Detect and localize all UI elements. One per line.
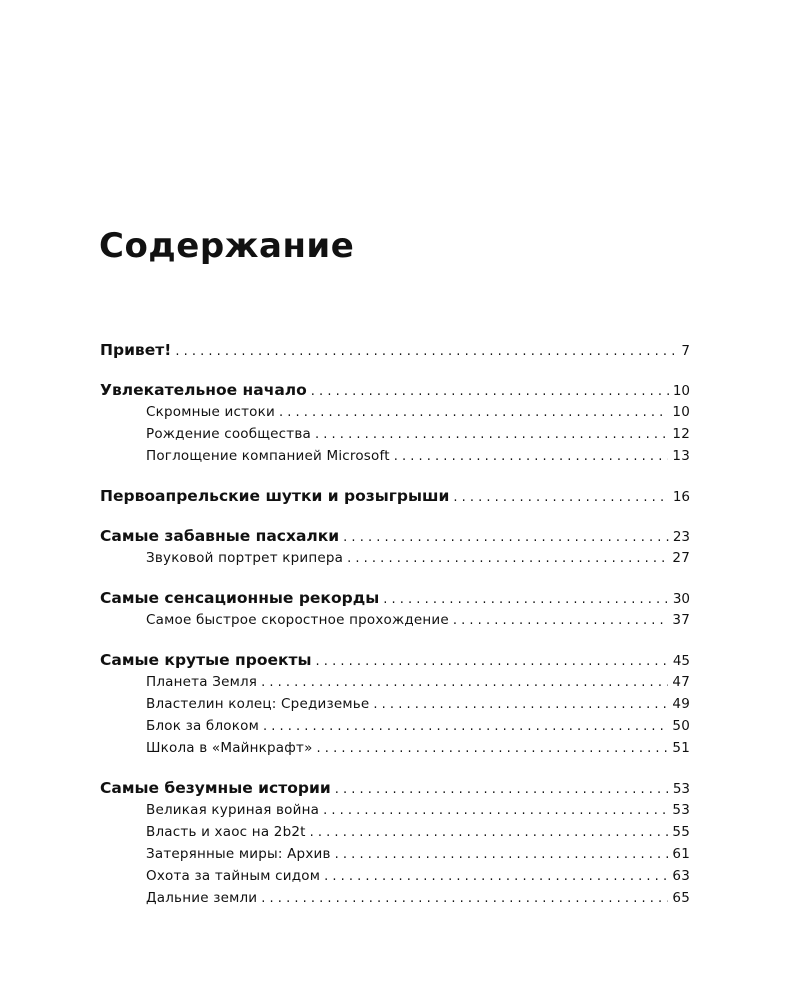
toc-subsection[interactable] — [100, 887, 690, 909]
toc-chapter[interactable] — [100, 777, 690, 799]
dot-leader — [261, 672, 668, 694]
toc-subsection-page-number: 37 — [672, 612, 690, 628]
toc-subsection[interactable] — [100, 693, 690, 715]
toc-chapter[interactable] — [100, 525, 690, 547]
toc-section — [100, 525, 690, 569]
toc-subsection-page-number: 55 — [672, 824, 690, 840]
dot-leader — [453, 610, 669, 632]
dot-leader — [347, 548, 668, 570]
toc-subsection-title: Охота за тайным сидом — [146, 868, 321, 884]
toc-chapter-page-number: 7 — [681, 343, 690, 359]
dot-leader — [324, 866, 668, 888]
dot-leader — [261, 888, 668, 910]
toc-subsection-page-number: 47 — [672, 674, 690, 690]
toc-subsection-title: Блок за блоком — [146, 718, 259, 734]
dot-leader — [317, 738, 669, 760]
toc-chapter-page-number: 45 — [672, 653, 690, 669]
toc-subsection[interactable] — [100, 715, 690, 737]
toc-chapter-title: Самые крутые проекты — [100, 651, 312, 669]
toc-section — [100, 485, 690, 507]
toc-subsection-title: Звуковой портрет крипера — [146, 550, 344, 566]
dot-leader — [453, 487, 668, 509]
toc-subsection[interactable] — [100, 445, 690, 467]
toc-chapter[interactable] — [100, 339, 690, 361]
toc-chapter-page-number: 53 — [672, 781, 690, 797]
toc-subsection-title: Скромные истоки — [146, 404, 275, 420]
page-title: Содержание — [99, 226, 355, 266]
toc-chapter[interactable] — [100, 587, 690, 609]
toc-subsection-title: Самое быстрое скоростное прохождение — [146, 612, 449, 628]
toc-chapter-page-number: 30 — [672, 591, 690, 607]
toc-subsection[interactable] — [100, 609, 690, 631]
dot-leader — [323, 800, 668, 822]
toc-section — [100, 339, 690, 361]
dot-leader — [311, 381, 669, 403]
dot-leader — [263, 716, 668, 738]
toc-subsection[interactable] — [100, 799, 690, 821]
toc-subsection-title: Затерянные миры: Архив — [146, 846, 331, 862]
toc-subsection-page-number: 65 — [672, 890, 690, 906]
toc-subsection[interactable] — [100, 423, 690, 445]
toc-chapter-page-number: 23 — [672, 529, 690, 545]
toc-chapter[interactable] — [100, 485, 690, 507]
dot-leader — [335, 779, 669, 801]
toc-chapter-title: Увлекательное начало — [100, 381, 307, 399]
toc-chapter[interactable] — [100, 379, 690, 401]
toc-subsection[interactable] — [100, 843, 690, 865]
toc-subsection-page-number: 63 — [672, 868, 690, 884]
toc-subsection[interactable] — [100, 547, 690, 569]
toc-subsection-title: Дальние земли — [146, 890, 258, 906]
toc-subsection-title: Власть и хаос на 2b2t — [146, 824, 306, 840]
toc-subsection-title: Поглощение компанией Microsoft — [146, 448, 390, 464]
dot-leader — [316, 651, 669, 673]
dot-leader — [310, 822, 669, 844]
dot-leader — [383, 589, 669, 611]
toc-subsection[interactable] — [100, 737, 690, 759]
toc-subsection-title: Рождение сообщества — [146, 426, 312, 442]
toc-section — [100, 777, 690, 909]
toc-chapter[interactable] — [100, 649, 690, 671]
toc-subsection[interactable] — [100, 401, 690, 423]
toc-chapter-title: Самые забавные пасхалки — [100, 527, 340, 545]
toc-subsection[interactable] — [100, 821, 690, 843]
dot-leader — [315, 424, 668, 446]
dot-leader — [394, 446, 669, 468]
toc-chapter-title: Самые безумные истории — [100, 779, 331, 797]
toc-subsection-page-number: 61 — [672, 846, 690, 862]
toc-chapter-title: Самые сенсационные рекорды — [100, 589, 380, 607]
toc-subsection[interactable] — [100, 865, 690, 887]
toc-chapter-title: Привет! — [100, 341, 172, 359]
toc-chapter-title: Первоапрельские шутки и розыгрыши — [100, 487, 450, 505]
toc-subsection-title: Властелин колец: Средиземье — [146, 696, 370, 712]
toc-chapter-page-number: 16 — [672, 489, 690, 505]
dot-leader — [373, 694, 668, 716]
table-of-contents — [100, 339, 690, 927]
toc-subsection-page-number: 13 — [672, 448, 690, 464]
toc-subsection-title: Планета Земля — [146, 674, 258, 690]
toc-subsection-page-number: 53 — [672, 802, 690, 818]
toc-section — [100, 587, 690, 631]
toc-chapter-page-number: 10 — [672, 383, 690, 399]
toc-subsection-page-number: 51 — [672, 740, 690, 756]
dot-leader — [279, 402, 668, 424]
toc-subsection-page-number: 49 — [672, 696, 690, 712]
dot-leader — [343, 527, 669, 549]
toc-subsection-page-number: 12 — [672, 426, 690, 442]
dot-leader — [175, 341, 677, 363]
toc-subsection-title: Великая куриная война — [146, 802, 320, 818]
toc-subsection[interactable] — [100, 671, 690, 693]
toc-section — [100, 649, 690, 759]
toc-section — [100, 379, 690, 467]
toc-subsection-page-number: 27 — [672, 550, 690, 566]
dot-leader — [335, 844, 669, 866]
toc-subsection-page-number: 10 — [672, 404, 690, 420]
toc-subsection-page-number: 50 — [672, 718, 690, 734]
toc-subsection-title: Школа в «Майнкрафт» — [146, 740, 313, 756]
